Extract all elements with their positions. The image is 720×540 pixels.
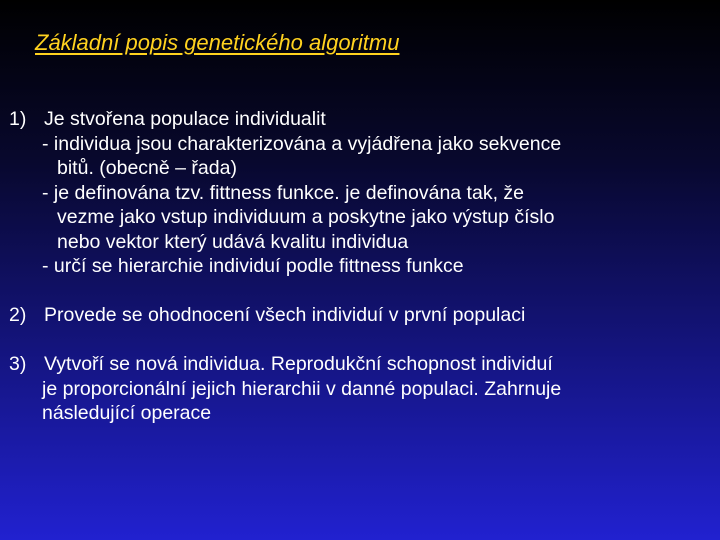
list-item-continuation (0, 401, 720, 426)
sub-point-text: - určí se hierarchie individuí podle fittness funkce (42, 255, 464, 277)
list-item-3 (0, 352, 720, 377)
list-item-text: Provede se ohodnocení všech individuí v první populaci (44, 304, 526, 326)
sub-point-text: nebo vektor který udává kvalitu individua (57, 230, 409, 253)
sub-point (0, 132, 720, 157)
sub-point-continuation (0, 230, 720, 255)
list-item-text: je proporcionální jejich hierarchii v danné populaci. Zahrnuje (42, 377, 562, 400)
list-item-text: následující operace (42, 402, 212, 424)
list-item-2 (0, 303, 720, 328)
list-number: 2) (9, 304, 27, 326)
list-number: 1) (9, 108, 27, 130)
spacer (0, 279, 720, 304)
list-number: 3) (9, 353, 27, 375)
slide-title: Základní popis genetického algoritmu (35, 30, 400, 55)
list-item-text: Vytvoří se nová individua. Reprodukční schopnost individuí (44, 353, 553, 375)
slide-body (0, 107, 720, 426)
sub-point-text: bitů. (obecně – řada) (57, 157, 237, 179)
sub-point-continuation (0, 205, 720, 230)
list-item-continuation (0, 377, 720, 402)
sub-point-text: - individua jsou charakterizována a vyjádřena jako sekvence (42, 132, 562, 155)
sub-point-text: vezme jako vstup individuum a poskytne jako výstup číslo (57, 206, 555, 228)
sub-point (0, 254, 720, 279)
sub-point-continuation (0, 156, 720, 181)
list-item-text: Je stvořena populace individualit (44, 108, 326, 130)
sub-point (0, 181, 720, 206)
spacer (0, 328, 720, 353)
list-item-1 (0, 107, 720, 132)
sub-point-text: - je definována tzv. fittness funkce. je definována tak, že (42, 181, 524, 204)
